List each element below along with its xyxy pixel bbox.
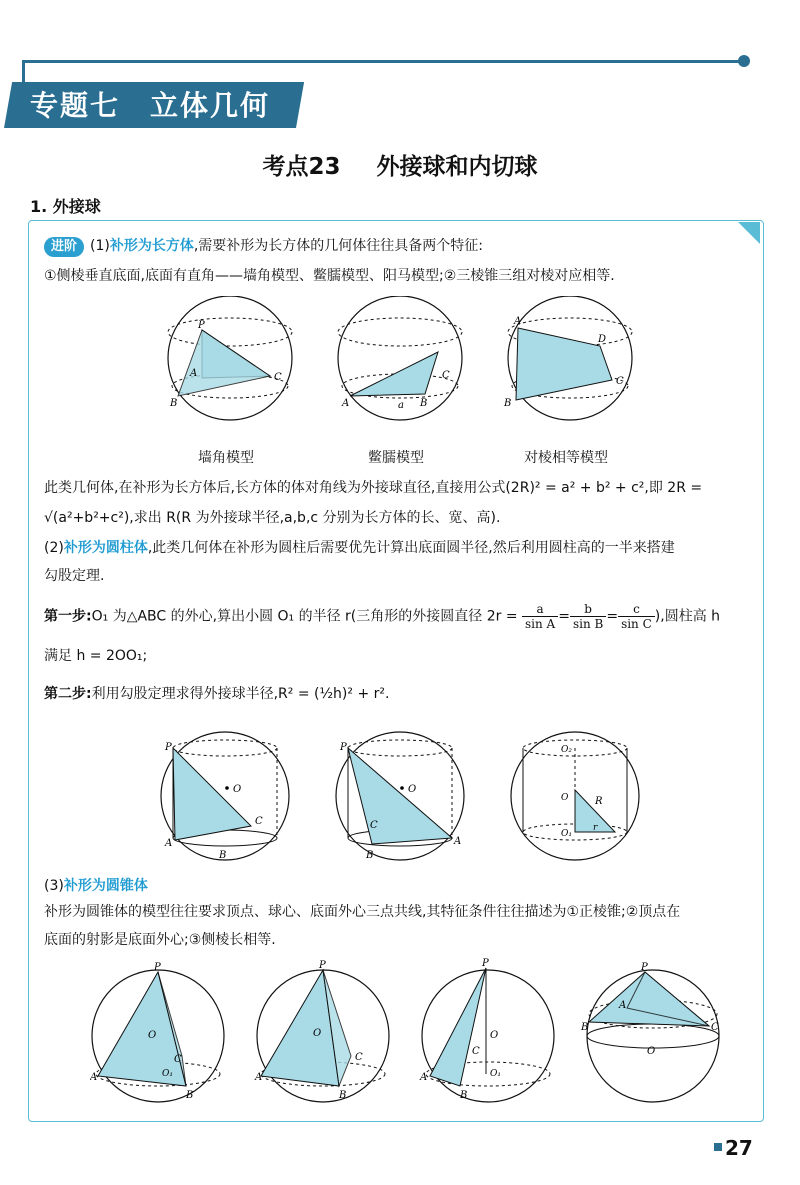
svg-text:B: B	[219, 850, 227, 861]
figure-bienao-model	[338, 296, 462, 420]
svg-text:A: A	[342, 398, 350, 409]
svg-text:P: P	[641, 962, 648, 973]
svg-text:C: C	[442, 370, 450, 381]
svg-text:A: A	[255, 1072, 263, 1083]
svg-text:C: C	[370, 820, 378, 831]
svg-text:C: C	[355, 1052, 363, 1063]
para-3a: 此类几何体,在补形为长方体后,长方体的体对角线为外接球直径,直接用公式(2R)² = a² + b² + c²,即 2R =	[44, 480, 703, 496]
step-1b: 满足 h = 2OO₁;	[44, 648, 148, 664]
svg-text:C: C	[616, 376, 624, 387]
caption-opposite-edges-model: 对棱相等模型	[524, 450, 608, 466]
svg-text:C: C	[472, 1046, 480, 1057]
svg-text:P: P	[340, 742, 347, 753]
svg-text:O: O	[561, 793, 569, 803]
figure-cylinder-3	[511, 732, 639, 860]
highlight-cuboid: 补形为长方体	[109, 238, 194, 254]
chapter-label: 专题七	[30, 89, 121, 122]
para-4b: 勾股定理.	[44, 568, 105, 584]
caption-corner-model: 墙角模型	[198, 450, 254, 466]
svg-text:C: C	[255, 816, 263, 827]
highlight-cylinder: 补形为圆柱体	[63, 540, 148, 556]
step-1: 第一步:O₁ 为△ABC 的外心,算出小圆 O₁ 的半径 r(三角形的外接圆直径 2r = $\frac{a}{\text{sin A}}$ = $\frac{b}{\text{sin B}}$ = $\frac{c}{\text{sin C}}$ ),圆柱高 h	[44, 602, 721, 631]
svg-text:B: B	[366, 850, 374, 861]
svg-text:O: O	[647, 1046, 656, 1057]
svg-text:A: A	[514, 316, 522, 327]
svg-text:A: A	[420, 1072, 428, 1083]
svg-text:B: B	[339, 1090, 347, 1101]
svg-text:B: B	[581, 1022, 589, 1033]
figure-cone-3	[419, 958, 554, 1102]
highlight-cone: 补形为圆锥体	[63, 878, 148, 894]
page-marker	[714, 1143, 722, 1151]
fraction-a: $\frac{a}{\text{sin A}}$	[522, 602, 558, 631]
svg-text:A: A	[454, 836, 462, 847]
svg-text:O: O	[313, 1028, 322, 1039]
page-number: 27	[725, 1136, 753, 1160]
header-dot	[738, 55, 750, 67]
svg-text:B: B	[460, 1090, 468, 1101]
chapter-title	[30, 84, 300, 124]
svg-text:O: O	[148, 1030, 157, 1041]
para-1: 进阶 (1)补形为长方体,需要补形为长方体的几何体往往具备两个特征:	[44, 236, 483, 257]
svg-text:O₁: O₁	[561, 829, 572, 839]
section-heading: 1. 外接球	[30, 197, 101, 216]
svg-text:O: O	[408, 784, 417, 795]
para-6: 补形为圆锥体的模型往往要求顶点、球心、底面外心三点共线,其特征条件往往描述为①正棱锥;②顶点在	[44, 904, 681, 920]
chapter-name: 立体几何	[150, 89, 271, 122]
svg-text:B: B	[186, 1090, 194, 1101]
topic-title	[0, 148, 800, 181]
topic-name: 外接球和内切球	[376, 154, 538, 180]
para-4: (2)补形为圆柱体,此类几何体在补形为圆柱后需要优先计算出底面圆半径,然后利用圆柱高的一半来搭建	[44, 540, 675, 556]
svg-text:A: A	[190, 368, 198, 379]
svg-text:O: O	[233, 784, 242, 795]
svg-text:P: P	[482, 958, 489, 969]
svg-text:R: R	[595, 796, 603, 807]
figure-cone-4	[580, 962, 719, 1102]
svg-text:B: B	[504, 398, 512, 409]
svg-text:A: A	[619, 1000, 627, 1011]
svg-text:a: a	[398, 400, 404, 411]
caption-bienao-model: 鳖臑模型	[368, 450, 424, 466]
svg-text:O₁: O₁	[490, 1069, 501, 1079]
svg-text:O₁: O₁	[162, 1069, 173, 1079]
para-2: ①侧棱垂直底面,底面有直角——墙角模型、鳖臑模型、阳马模型;②三棱锥三组对棱对应相等.	[44, 268, 615, 284]
figure-corner-model	[168, 296, 292, 420]
cone-figures	[90, 958, 730, 1108]
svg-text:A: A	[165, 838, 173, 849]
cylinder-figures	[155, 728, 655, 863]
advanced-badge: 进阶	[44, 237, 84, 257]
topic-label: 考点23	[262, 154, 341, 180]
svg-text:B: B	[170, 398, 178, 409]
header-rule	[22, 60, 744, 63]
figure-cone-2	[254, 960, 389, 1102]
svg-text:C: C	[174, 1054, 182, 1065]
svg-text:r: r	[593, 823, 598, 833]
fraction-c: $\frac{c}{\text{sin C}}$	[618, 602, 655, 631]
cuboid-figures	[150, 296, 650, 421]
svg-text:C: C	[274, 372, 282, 383]
svg-text:P: P	[198, 320, 205, 331]
svg-text:C: C	[711, 1022, 719, 1033]
svg-text:O: O	[490, 1030, 499, 1041]
para-3b: √(a²+b²+c²),求出 R(R 为外接球半径,a,b,c 分别为长方体的长、宽、高).	[44, 510, 501, 526]
para-6b: 底面的射影是底面外心;③侧棱长相等.	[44, 932, 276, 948]
para-5: (3)补形为圆锥体	[44, 878, 148, 894]
figure-opposite-edges-model	[503, 296, 632, 420]
svg-text:O₂: O₂	[561, 745, 572, 755]
svg-text:P: P	[154, 962, 161, 973]
svg-text:P: P	[165, 742, 172, 753]
fraction-b: $\frac{b}{\text{sin B}}$	[570, 602, 606, 631]
step-2: 第二步:利用勾股定理求得外接球半径,R² = (½h)² + r².	[44, 686, 390, 702]
svg-text:A: A	[90, 1072, 98, 1083]
figure-cylinder-2	[336, 732, 464, 861]
svg-text:B: B	[420, 398, 428, 409]
svg-text:D: D	[598, 334, 607, 345]
figure-cone-1	[90, 962, 224, 1102]
figure-cylinder-1	[161, 732, 289, 861]
svg-text:P: P	[319, 960, 326, 971]
